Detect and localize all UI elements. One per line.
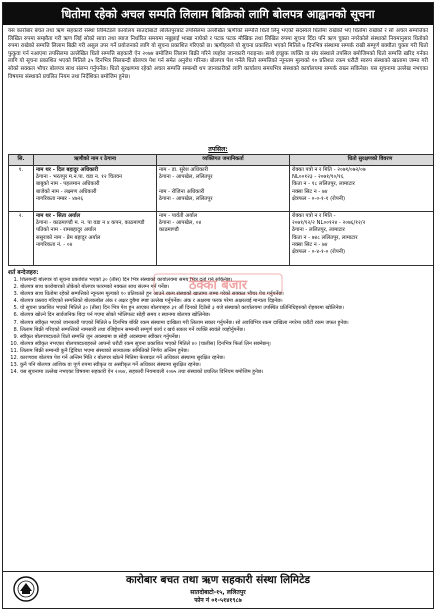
borrower-line: नागरिकता नं. - ०४ — [36, 241, 73, 248]
schedule-title: तपसिल: — [208, 146, 228, 153]
term-item: 13. कुनै पनि बोलपत्र आंशिक वा पूर्ण रुपमा स्वीकृत वा अस्वीकृत गर्ने अधिकार संस्थामा सुरक्षित रहनेछ। — [20, 362, 428, 369]
header-borrower: ऋणीको नाम र ठेगाना — [34, 155, 157, 166]
watermark-text: ठेक्का बजार — [188, 278, 248, 293]
guarantor-line: नाम - डा. सुरेश अधिकारी — [159, 167, 209, 173]
organization-address: सातदोबाटो-१५, ललितपुर — [190, 589, 246, 596]
collateral-line: क्षेत्रफल - ०-०-१-१ (रोपनी) — [292, 195, 346, 202]
borrower-line: ससुराको नाम - प्रेम बहादुर अर्याल — [36, 234, 101, 241]
term-item: 10. बोलपत्र स्वीकृत नभएका बोलपत्रदाताहरुले आफ्नो धरौटी रकम सूचना प्रकाशित भएको मितिले ४० (चालीस) दिनभित्र फिर्ता लिन सक्नेछन्। — [20, 341, 428, 348]
borrower-line: ठेगाना - भरतपुर म.न.पा. वडा न. १२ चितवन — [36, 174, 122, 181]
table-header-row — [9, 155, 435, 166]
guarantor-line: ठेगाना - आपखेल, ललितपुर — [159, 174, 213, 181]
collateral-line: किता न - १८ ललितपुर, लामाटार — [292, 181, 355, 188]
collateral-line: NL००१२३ - २०७१/१०/१६ — [292, 174, 344, 181]
header-guarantor: व्यक्तिगत जमानिकर्ता — [157, 155, 290, 166]
terms-list — [8, 277, 428, 503]
term-item: 9. स्वीकृत बोलपत्रदाताले धितो सम्पत्ति जुन अवस्थामा छ सोही अवस्थामा स्वीकार गर्नुपर्नेछ। — [20, 334, 428, 341]
property-table — [8, 154, 434, 266]
borrower-line: पतिको नाम - रामबहादुर अर्याल — [36, 227, 96, 234]
header-sn: सि. — [9, 155, 34, 166]
guarantor-line — [159, 181, 287, 188]
borrower-line: बाबुको नाम - पहलमान अधिकारी — [36, 181, 100, 188]
borrower-line: नागरिकता नम्बर - ४७२६ — [36, 195, 84, 202]
footer — [3, 571, 433, 608]
borrower-cell — [34, 212, 157, 266]
notice-page — [2, 2, 434, 609]
borrower-line: ठेगाना - काठमाण्डौ म. न. पा वडा न ४ कपन, काठमाण्डौ — [36, 220, 145, 227]
guarantor-cell — [157, 166, 290, 212]
terms-heading: शर्त बन्देजहरु: — [8, 270, 39, 276]
term-item: 11. लिलाम बिक्री सम्बन्धी कुनै द्विविधा भएमा संस्थाको सञ्चालक समितिको निर्णय अन्तिम हुनेछ। — [20, 348, 428, 355]
collateral-line: किता न - ७४८ ललितपुर, लामाटार — [292, 234, 358, 241]
borrower-cell — [34, 166, 157, 212]
term-item: 4. बोलपत्र प्रस्ताव गरिएको सम्पत्तिको बोलकबोल अंक र अक्षर दुबैमा स्पष्ट उल्लेख गर्नुपर्नेछ। अंक र अक्षरमा फरक परेमा अक्षरलाई मान्यता दिइनेछ। — [20, 298, 428, 305]
guarantor-line: नाम - पार्वती अर्याल — [159, 213, 198, 219]
guarantor-cell — [157, 212, 290, 266]
guarantor-line: ठेगाना - आपखेल, ललितपुर — [159, 195, 213, 202]
table-row — [9, 212, 435, 266]
guarantor-line: ठेगाना - आपखेल, ०४ — [159, 220, 202, 227]
borrower-line: नाम थर - दिल बहादुर अधिकारी — [36, 167, 99, 173]
guarantor-line: नाम - रोजिना अधिकारी — [159, 188, 205, 195]
intro-paragraph: यस कारोबार बचत तथा ऋण सहकारी संस्था लिमिटेडले कार्यालय सातदोबाटो ललितपुरबाट तपसिलमा उल्लेखित ऋणीको सम्पत्ति धितो लिनु भएको सदस्यले धितोमा राखेको भए धितोमा राखेको र सो अचल सम्पत्तिको लिखित रुपमा सम्झौता गरी ऋण लिई सोको सावा तथा ब्याज निर्धारित समयमा नबुझाई भाखा नाघेको र पटक पटक मौखिक तथा लिखित रुपमा सूचना दिँदा पनि ऋण चुक्ता नगरेकोले संस्थाको नियमानुसार धितोको रुपमा राखेको सम्पत्ति लिलाम बिक्री गरी असुल उपर गर्ने प्रयोजनको लागि यो सूचना प्रकाशित गरिएको छ। ऋणीहरुले यो सूचना प्रकाशित भएको मितिले ७ दिनभित्र संस्थामा सम्पर्क राखी सम्पूर्ण बक्यौता चुक्ता गरी धितो फुकुवा गर्न नआएमा तपसिलमा उल्लेखित धितो सम्पत्ति सहकारी ऐन २०७४ बमोजिम लिलाम बिक्री गरिने व्यहोरा जानकारी गराइन्छ। साथै इच्छुक व्यक्ति वा संघ संस्थाले तपसिल बमोजिमको धितो सम्पत्ति खरिद गर्नका लागि यो सूचना प्रकाशित भएको मितिले ३५ दिनभित्र सिलबन्दी बोलपत्र पेश गर्न समेत अनुरोध गरिन्छ। बोलपत्र पेश गर्नेले धितो सम्पत्तिको न्यूनतम मूल्यको १० प्रतिशत रकम धरौटी स्वरुप संस्थाको खातामा जम्मा गरी सोको सक्कल भौचर बोलपत्र साथ संलग्न गर्नुपर्नेछ। धितो सुरक्षणमा रहेको अचल सम्पत्ति सम्बन्धी थप जानकारीको लागि कार्यालय समयभित्र संस्थाको कार्यालयमा सम्पर्क राख्न सकिनेछ। यस सूचनामा उल्लेख नभएका विषयमा संस्थाको प्रचलित नियम तथा निर्देशिका बमोजिम हुनेछ। — [8, 28, 428, 80]
row-sn: २. — [9, 212, 34, 266]
term-item: 3. बोलपत्र साथ धितोमा रहेको सम्पत्तिको न्यूनतम मूल्यको १० प्रतिशतले हुन आउने रकम संस्थाको खातामा जम्मा गरेको सक्कल भौचर पेश गर्नुपर्नेछ। — [20, 291, 428, 298]
collateral-line: ठेगाना - ललितपुर, लामाटार — [292, 227, 345, 234]
collateral-line: २०७१/१२/२ NL००१२४ - २०७६/१२/२ — [292, 220, 366, 227]
collateral-line: क्षेत्रफल - ०-४-१-० (रोपनी) — [292, 249, 346, 256]
notice-title: धितोमा रहेको अचल सम्पति लिलाम बिक्रिको लागि बोलपत्र आह्वानको सूचना — [3, 3, 433, 25]
header-collateral: धितो सुरक्षणको विवरण — [290, 155, 435, 166]
term-item: 2. बोलपत्र साथ कारोबारको तोकेको बोलपत्र फारमको नक्कल साथ संलग्न गर्न पर्नेछ। — [20, 284, 428, 291]
row-sn: १. — [9, 166, 34, 212]
term-item: 7. बोलपत्र स्वीकृत भएको जानकारी पाएको मितिले ७ दिनभित्र बाँकी रकम संस्थामा दाखिला गरी लिलाम सकार गर्नुपर्नेछ। सो अवधिभित्र रकम दाखिला नगरेमा धरौटी रकम जफत हुनेछ। — [20, 320, 428, 327]
term-item: 14. यस सूचनामा उल्लेख नभएका विषयमा सहकारी ऐन २०७४, सहकारी नियमावली २०७५ तथा संस्थाको प्रचलित विनियम बमोजिम हुनेछ। — [20, 369, 428, 376]
term-item: 5. यो सूचना प्रकाशित भएको मितिले ३० (तीस) दिन भित्र पेश हुन आएका बोलपत्रहरु ३१ औं दिनको दिउँसो ३ बजे संस्थाको कार्यालयमा उपस्थित प्रतिनिधिहरुको रोहबरमा खोलिनेछ। — [20, 305, 428, 312]
collateral-line: रोक्का पत्रो न र मिति - — [292, 213, 336, 219]
organization-phone: फोन नं ०१-५१४१९८७ — [194, 597, 242, 604]
term-item: 12. कारणवश बोलपत्र पेश गर्ने अन्तिम मिति र बोलपत्र खोल्ने मितिमा फेरबदल गर्ने अधिकार संस्थामा सुरक्षित रहनेछ। — [20, 355, 428, 362]
term-item: 8. लिलाम बिक्री गरिएको सम्पत्तिको नामसारी तथा रजिष्ट्रेशन सम्बन्धी सम्पूर्ण कार्य र खर्च सकार गर्ने व्यक्ति स्वयंले व्यहोर्नुपर्नेछ। — [20, 327, 428, 334]
collateral-line: नक्सा सिट न - ७४ — [292, 241, 328, 248]
term-item: 6. बोलपत्र खोल्ने दिन सार्वजनिक बिदा पर्न गएमा सोको भोलिपल्ट सोही समय र स्थानमा बोलपत्र खोलिनेछ। — [20, 312, 428, 319]
borrower-line: नाम थर - सिता अर्याल — [36, 213, 81, 219]
collateral-cell — [290, 166, 435, 212]
organization-name: कारोबार बचत तथा ऋण सहकारी संस्था लिमिटेड — [126, 574, 310, 586]
guarantor-line: काठमाण्डौ — [159, 227, 179, 234]
collateral-line: नक्सा सिट न - ७४ — [292, 188, 328, 195]
borrower-line: बाजेको नाम - लक्ष्मण अधिकारी — [36, 188, 97, 195]
collateral-line: रोक्का पत्रो न र मिति - २०७१/०७२/०७ — [292, 167, 366, 173]
term-item: 1. शिलबन्दी बोलपत्र यो सूचना प्रकाशित भएको ३० (तीस) दिन भित्र संस्थाको कार्यालयमा समय भित्र दर्ता गर्न सकिनेछ। — [20, 277, 428, 284]
table-row — [9, 166, 435, 212]
collateral-cell — [290, 212, 435, 266]
